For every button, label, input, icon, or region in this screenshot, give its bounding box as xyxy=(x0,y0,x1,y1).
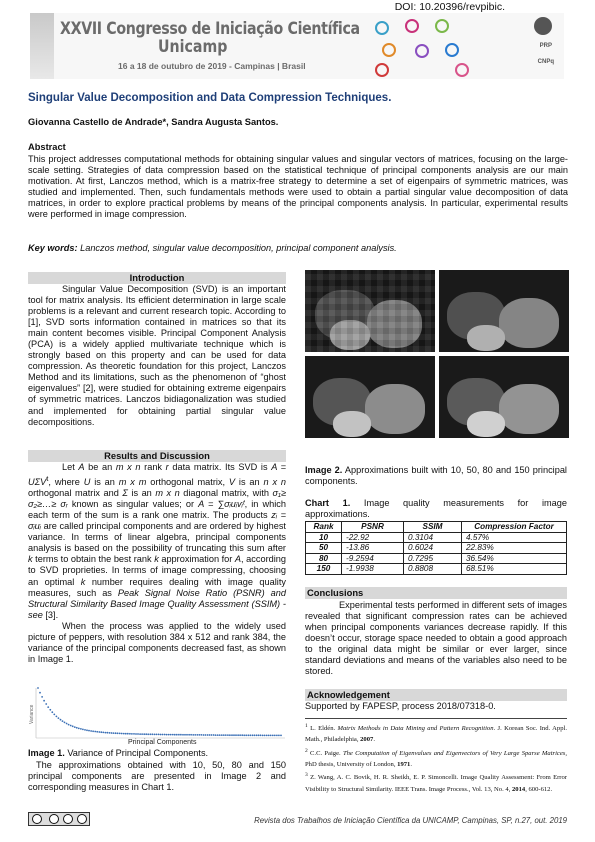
music-icon xyxy=(375,63,389,77)
variance-point xyxy=(254,734,256,736)
table-header-cell: Rank xyxy=(306,522,342,533)
variance-point xyxy=(258,734,260,736)
acknowledgement-text: Supported by FAPESP, process 2018/07318-0. xyxy=(305,701,496,711)
lightbulb-icon xyxy=(375,21,389,35)
banner-dates: 16 a 18 de outubro de 2019 - Campinas | Brasil xyxy=(118,61,306,71)
variance-point xyxy=(109,732,111,734)
banner-stripe xyxy=(30,13,54,79)
approximation-image-50 xyxy=(439,270,569,352)
acknowledgement-heading: Acknowledgement xyxy=(305,689,567,701)
variance-point xyxy=(84,729,86,731)
variance-point xyxy=(270,735,272,737)
approximation-images xyxy=(305,270,569,438)
variance-point xyxy=(37,687,39,689)
variance-point xyxy=(207,734,209,736)
introduction-text xyxy=(28,284,286,428)
variance-point xyxy=(229,734,231,736)
variance-point xyxy=(200,734,202,736)
variance-point xyxy=(215,734,217,736)
table-header-cell: SSIM xyxy=(404,522,462,533)
variance-point xyxy=(41,696,43,698)
variance-point xyxy=(45,703,47,705)
variance-point xyxy=(280,735,282,737)
variance-point xyxy=(164,734,166,736)
banner-title-line2: Unicamp xyxy=(158,37,228,56)
variance-point xyxy=(141,733,143,735)
paper-title: Singular Value Decomposition and Data Compression Techniques. xyxy=(28,92,392,104)
variance-point xyxy=(172,734,174,736)
variance-point xyxy=(223,734,225,736)
flask-icon xyxy=(435,19,449,33)
table-row xyxy=(306,543,567,554)
variance-point xyxy=(100,731,102,733)
variance-point xyxy=(49,709,51,711)
variance-point xyxy=(233,734,235,736)
variance-point xyxy=(143,733,145,735)
variance-point xyxy=(131,733,133,735)
table-cell: 10 xyxy=(306,532,342,543)
variance-point xyxy=(107,732,109,734)
table-cell: -22.92 xyxy=(342,532,404,543)
after-image1-text: The approximations obtained with 10, 50, 80 and 150 principal components are presented in Image 2 and corresponding measures in Chart 1. xyxy=(28,760,286,793)
variance-point xyxy=(219,734,221,736)
table-cell: 4.57% xyxy=(462,532,567,543)
variance-point xyxy=(145,733,147,735)
variance-point xyxy=(74,726,76,728)
variance-point xyxy=(149,733,151,735)
variance-point xyxy=(221,734,223,736)
variance-point xyxy=(68,724,70,726)
variance-point xyxy=(186,734,188,736)
approximation-image-150 xyxy=(439,356,569,438)
variance-point xyxy=(123,733,125,735)
variance-point xyxy=(76,727,78,729)
variance-point xyxy=(278,735,280,737)
references xyxy=(305,718,567,795)
variance-point xyxy=(90,730,92,732)
results-heading: Results and Discussion xyxy=(28,450,286,462)
variance-point xyxy=(51,711,53,713)
variance-point xyxy=(72,725,74,727)
variance-point xyxy=(225,734,227,736)
quality-table xyxy=(305,521,567,575)
variance-point xyxy=(151,733,153,735)
table-cell: 80 xyxy=(306,553,342,564)
variance-plot-xlabel: Principal Components xyxy=(128,739,197,746)
table-cell: 0.7295 xyxy=(404,553,462,564)
table-header-cell: PSNR xyxy=(342,522,404,533)
variance-point xyxy=(158,734,160,736)
variance-plot xyxy=(30,684,290,744)
table-cell: 68.51% xyxy=(462,564,567,575)
table-cell: 150 xyxy=(306,564,342,575)
variance-point xyxy=(241,734,243,736)
table-cell: 0.3104 xyxy=(404,532,462,543)
variance-point xyxy=(176,734,178,736)
variance-point xyxy=(135,733,137,735)
variance-point xyxy=(66,723,68,725)
variance-point xyxy=(188,734,190,736)
table-cell: -1.9938 xyxy=(342,564,404,575)
variance-point xyxy=(198,734,200,736)
variance-point xyxy=(262,735,264,737)
variance-point xyxy=(98,731,100,733)
variance-point xyxy=(43,700,45,702)
variance-point xyxy=(80,728,82,730)
approximation-image-80 xyxy=(305,356,435,438)
variance-point xyxy=(133,733,135,735)
conclusions-text: Experimental tests performed in different sets of images revealed that significant compression rates can be achieved when principal components variances decrease rapidly. If this doesn’t occur, storage space needed to obtain a good approach to the original data might be similar or ever larger, since standard deviations and means of the variables also need to be stored. xyxy=(305,600,567,677)
results-paragraph-2: When the process was applied to the widely used picture of peppers, with resolution 384 x 512 and rank 384, the variance of the principal components decreased fast, as shown in Image 1. xyxy=(28,620,286,664)
approximation-image-10 xyxy=(305,270,435,352)
variance-point xyxy=(203,734,205,736)
variance-point xyxy=(178,734,180,736)
variance-point xyxy=(182,734,184,736)
variance-point xyxy=(194,734,196,736)
variance-point xyxy=(86,729,88,731)
variance-point xyxy=(196,734,198,736)
paper-authors: Giovanna Castello de Andrade*, Sandra Augusta Santos. xyxy=(28,117,279,127)
camera-icon xyxy=(455,63,469,77)
conclusions-heading: Conclusions xyxy=(305,587,567,599)
variance-point xyxy=(58,717,60,719)
variance-point xyxy=(127,733,129,735)
variance-point xyxy=(235,734,237,736)
banner-title-line1: XXVII Congresso de Iniciação Científica xyxy=(60,19,360,38)
unicamp-seal-icon xyxy=(534,17,552,35)
variance-point xyxy=(217,734,219,736)
variance-point xyxy=(168,734,170,736)
atom-icon xyxy=(382,43,396,57)
variance-point xyxy=(154,734,156,736)
variance-point xyxy=(156,734,158,736)
variance-point xyxy=(209,734,211,736)
variance-point xyxy=(227,734,229,736)
variance-point xyxy=(102,732,104,734)
globe-icon xyxy=(405,19,419,33)
variance-point xyxy=(192,734,194,736)
cnpq-logo: CNPq xyxy=(537,59,554,65)
introduction-paragraph: Singular Value Decomposition (SVD) is an important tool for matrix analysis. Its efficient determination in large scale problems is a relevant and current research topic. According to [1], SVD sorts information contained in matrices so that its main content becomes visible. Principal Component Analysis (PCA) is a widely applied multivariate technique which is strongly based on this property and can be used for data compression. As theoretic foundation for this project, Lanczos Method and its limitations, such as the phenomenon of “ghost eigenvalues” [2], were studied for obtaining extreme eigenpairs of symmetric matrices. Lanczos bidiagonalization was studied and implemented for obtaining partial singular value decompositions. xyxy=(28,284,286,427)
variance-point xyxy=(211,734,213,736)
variance-point xyxy=(190,734,192,736)
nc-icon xyxy=(63,814,73,824)
keywords xyxy=(28,243,397,253)
variance-point xyxy=(184,734,186,736)
table-row xyxy=(306,564,567,575)
variance-plot-ylabel: Variance xyxy=(29,704,35,724)
keywords-text: Lanczos method, singular value decomposition, principal component analysis. xyxy=(80,243,397,253)
variance-point xyxy=(96,731,98,733)
table-header-cell: Compression Factor xyxy=(462,522,567,533)
variance-point xyxy=(125,733,127,735)
table-cell: 0.6024 xyxy=(404,543,462,554)
variance-point xyxy=(239,734,241,736)
table-cell: 0.8808 xyxy=(404,564,462,575)
abstract-text: This project addresses computational methods for obtaining singular values and singular vectors of matrices, focusing on the large-scale setting. Strategies of data compression based on the statistical technique of principal components analysis are our main motivation. At first, Lanczos method, which is a matrix-free strategy to determine a set of eigenpairs of symmetric matrices, was studied and implemented. Then, such fundamentals methods were used to obtain a partial singular value decomposition of data matrices, in order to explore practical problems by means of the principal components analysis. In particular, experimental results were performed in image compression. xyxy=(28,154,568,220)
variance-point xyxy=(137,733,139,735)
reference-item: $^1$ L. Eldén. Matrix Methods in Data Mining and Pattern Recognition. J. Korean Soc. Ind. Appl. Math., Philadelphia, 2007. xyxy=(305,723,568,744)
variance-point xyxy=(88,730,90,732)
variance-point xyxy=(247,734,249,736)
variance-point xyxy=(82,729,84,731)
variance-point xyxy=(56,716,58,718)
variance-point xyxy=(166,734,168,736)
introduction-heading: Introduction xyxy=(28,272,286,284)
sa-icon xyxy=(77,814,87,824)
table-row xyxy=(306,553,567,564)
variance-point xyxy=(243,734,245,736)
cc-license-badge xyxy=(28,812,90,826)
image2-caption: Image 2. Approximations built with 10, 50, 80 and 150 principal components. xyxy=(305,465,567,486)
variance-point xyxy=(170,734,172,736)
variance-point xyxy=(111,732,113,734)
variance-point xyxy=(249,734,251,736)
variance-point xyxy=(139,733,141,735)
variance-point xyxy=(47,706,49,708)
variance-point xyxy=(115,732,117,734)
doi-label: DOI: 10.20396/revpibic. xyxy=(394,1,505,13)
variance-point xyxy=(113,732,115,734)
variance-point xyxy=(117,732,119,734)
keywords-label: Key words: xyxy=(28,243,78,253)
variance-point xyxy=(256,734,258,736)
variance-point xyxy=(129,733,131,735)
table-cell: -13.86 xyxy=(342,543,404,554)
congress-banner xyxy=(30,13,564,79)
variance-point xyxy=(78,728,80,730)
variance-point xyxy=(160,734,162,736)
variance-point xyxy=(245,734,247,736)
by-icon xyxy=(49,814,59,824)
variance-point xyxy=(174,734,176,736)
variance-point xyxy=(213,734,215,736)
variance-point xyxy=(231,734,233,736)
variance-point xyxy=(274,735,276,737)
image1-caption: Image 1. Variance of Principal Components. xyxy=(28,748,209,758)
variance-point xyxy=(70,725,72,727)
table-cell: 36.54% xyxy=(462,553,567,564)
prp-logo: PRP xyxy=(539,43,552,49)
table-cell: -9.2594 xyxy=(342,553,404,564)
variance-point xyxy=(105,732,107,734)
book-icon xyxy=(445,43,459,57)
variance-point xyxy=(64,722,66,724)
reference-item: $^3$ Z. Wang, A. C. Bovik, H. R. Sheikh, E. P. Simoncelli. Image Quality Assessment: From Error Visibility to Structural Similarity. IEEE Trans. Image Process., Vol. 13, No. 4, 2014, 600-612. xyxy=(305,772,567,793)
results-paragraph-1: Let A be an m x n rank r data matrix. Its SVD is $A = U\Sigma V^t$, where U is an m x m orthogonal matrix, V is an n x n orthogonal matrix and Σ is an m x n diagonal matrix, with σ₁≥ σ₂≥…≥ σᵣ known as singular values; or A = ∑σᵢuᵢvᵢᵗ, in which each term of the sum is a rank one matrix. The products zᵢ = σᵢuᵢ are called principal components and are ordered by highest variance. In terms of linear algebra, principal components analysis is based on the possibility of truncating this sum after k terms to obtain the best rank k approximation for A, according to SVD proprieties. In terms of image compressing, choosing an optimal k number requires dealing with image quality measures, such as Peak Signal Noise Ratio (PSNR) and Structural Similarity Based Image Quality Assessment (SSIM) - see [3]. xyxy=(28,462,287,620)
variance-point xyxy=(162,734,164,736)
journal-footer: Revista dos Trabalhos de Iniciação Científica da UNICAMP, Campinas, SP, n.27, out. 2019 xyxy=(254,816,567,825)
variance-point xyxy=(180,734,182,736)
variance-point xyxy=(119,733,121,735)
table-row xyxy=(306,532,567,543)
variance-point xyxy=(39,692,41,694)
variance-point xyxy=(252,734,254,736)
variance-point xyxy=(237,734,239,736)
variance-point xyxy=(53,714,55,716)
chart-icon xyxy=(415,44,429,58)
variance-point xyxy=(276,735,278,737)
variance-point xyxy=(121,733,123,735)
chart1-caption: Chart 1. Image quality measurements for image approximations. xyxy=(305,498,567,519)
variance-point xyxy=(266,735,268,737)
variance-point xyxy=(272,735,274,737)
variance-point xyxy=(94,731,96,733)
variance-point xyxy=(264,735,266,737)
table-cell: 50 xyxy=(306,543,342,554)
variance-point xyxy=(60,719,62,721)
table-header-row xyxy=(306,522,567,533)
variance-point xyxy=(62,720,64,722)
variance-point xyxy=(147,733,149,735)
table-cell: 22.83% xyxy=(462,543,567,554)
results-text xyxy=(28,462,286,665)
abstract-heading: Abstract xyxy=(28,142,66,152)
cc-icon xyxy=(32,814,42,824)
variance-point xyxy=(205,734,207,736)
reference-item: $^2$ C.C. Paige. The Computation of Eigenvalues and Eigenvectors of Very Large Sparse Matrices, PhD thesis, University of London, 1971. xyxy=(305,747,568,768)
variance-point xyxy=(260,734,262,736)
variance-point xyxy=(92,730,94,732)
variance-point xyxy=(268,735,270,737)
